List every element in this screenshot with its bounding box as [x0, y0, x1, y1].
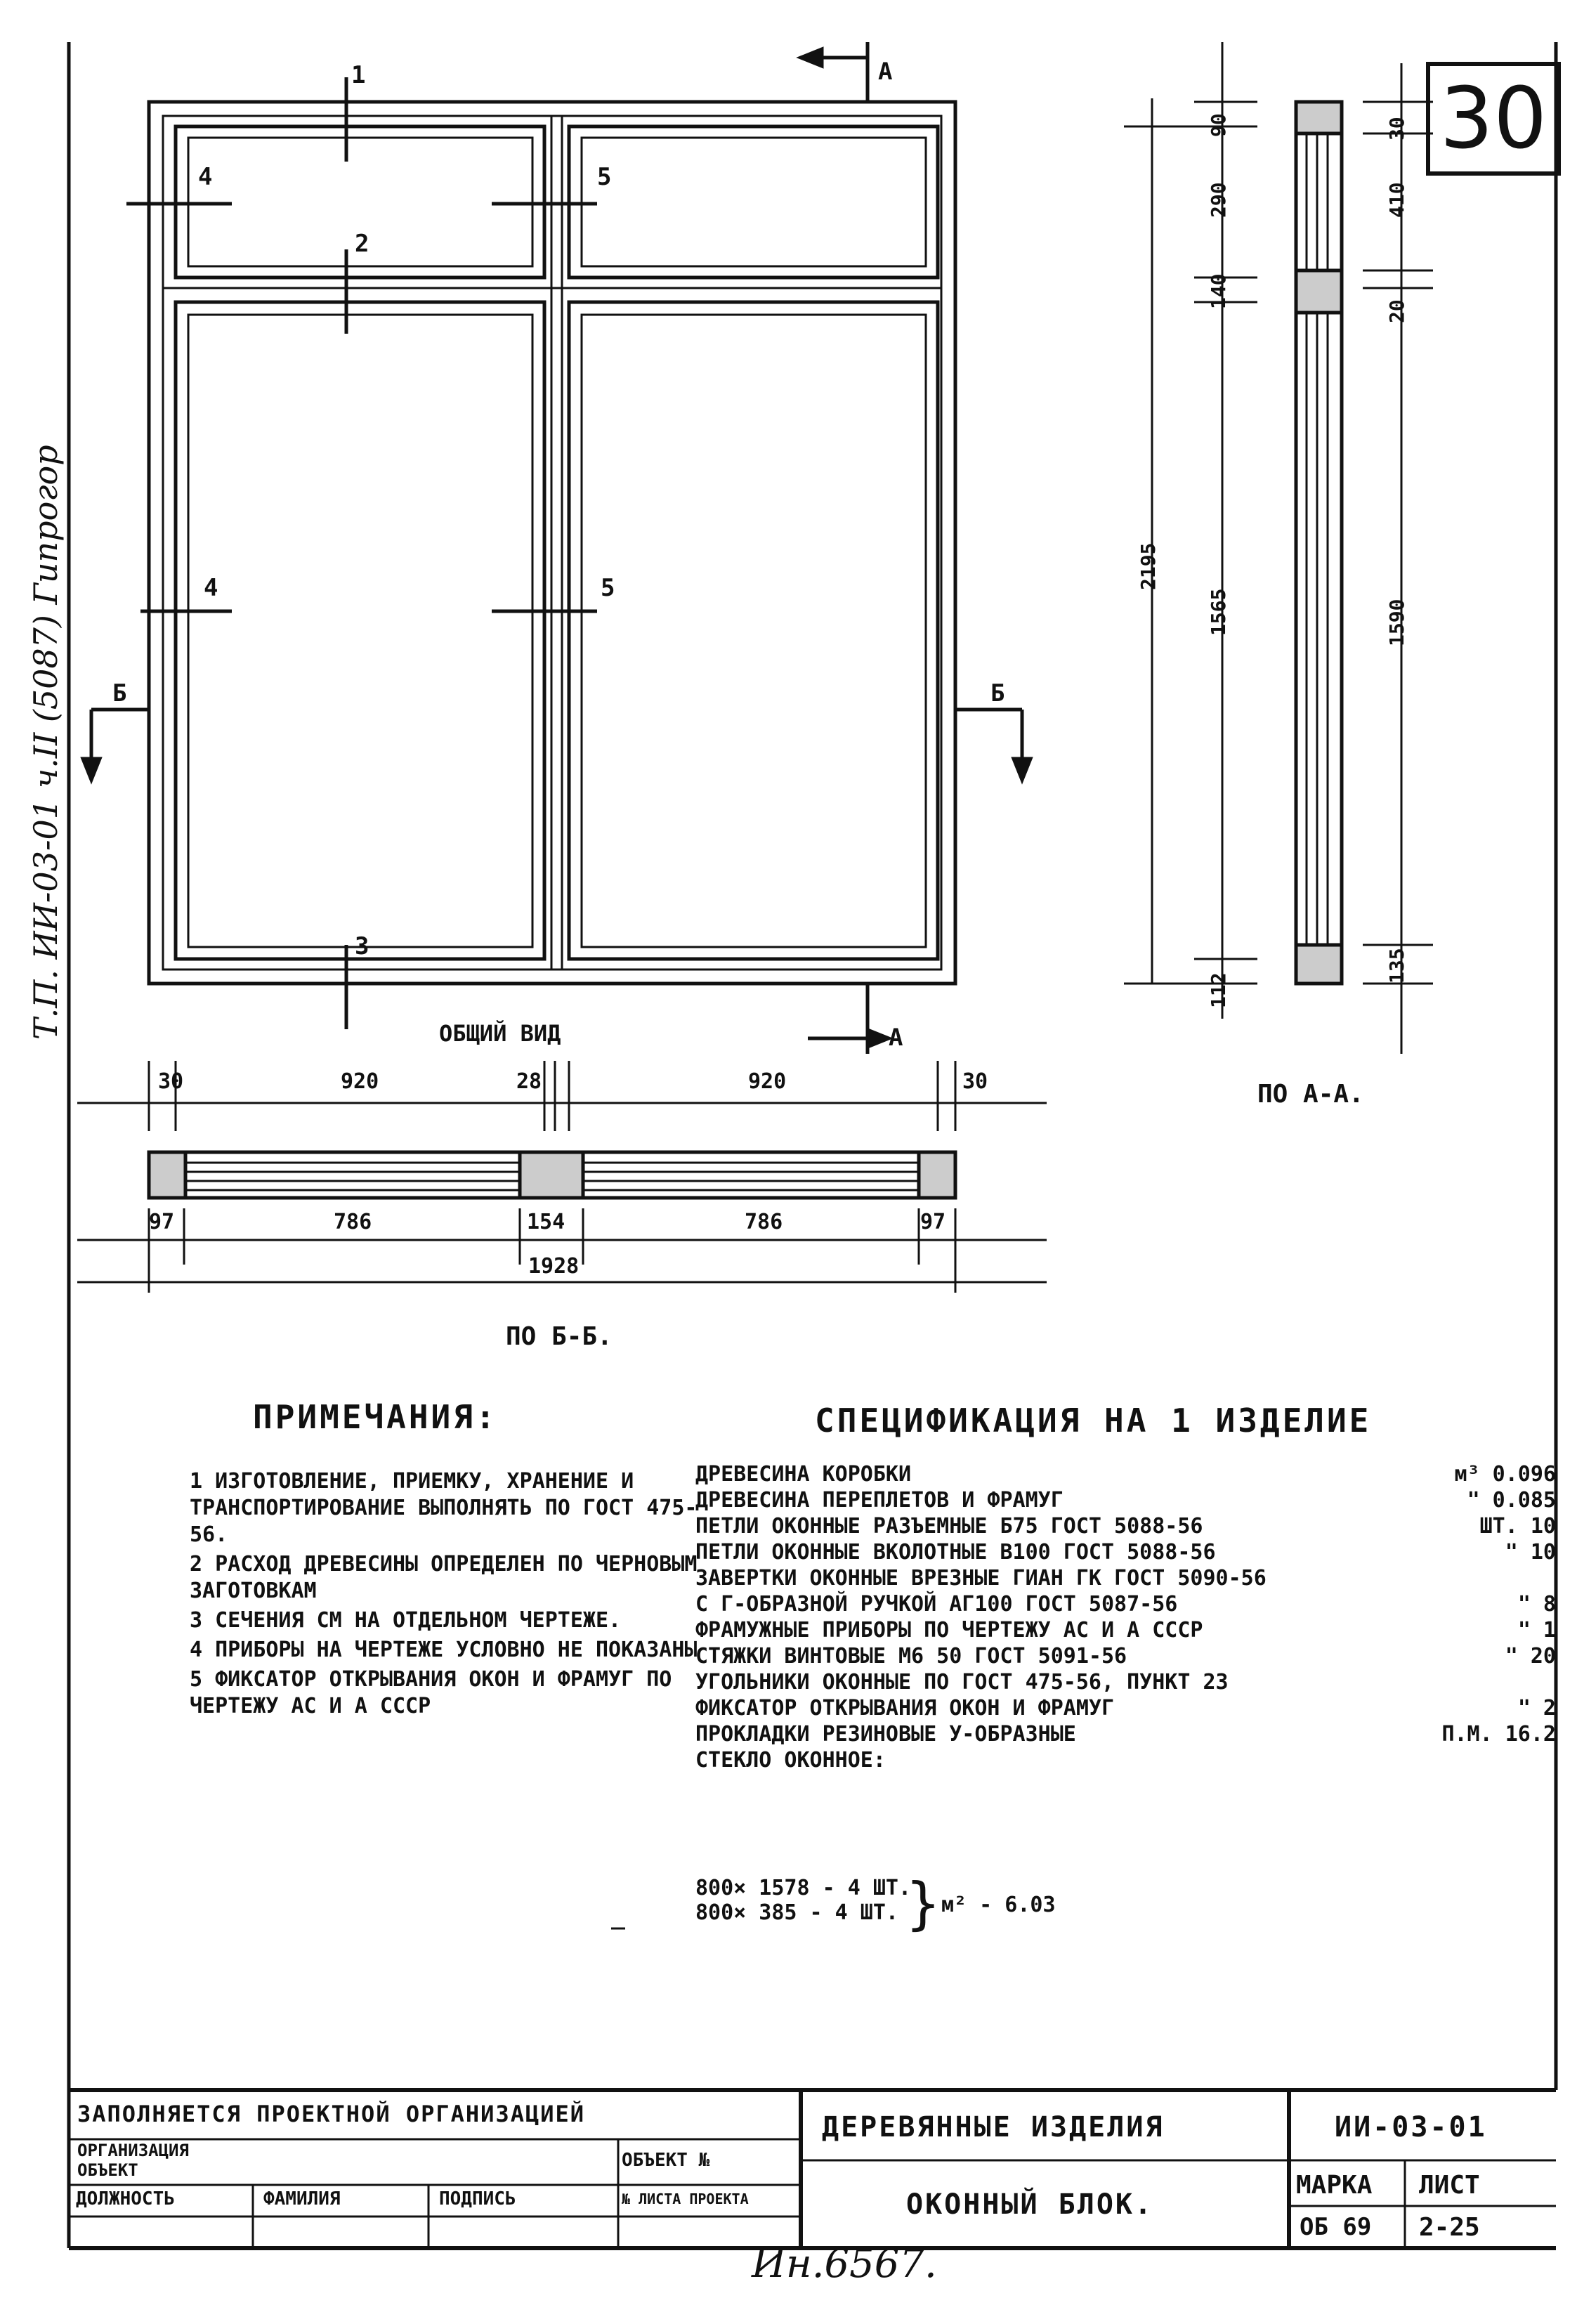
dim-v-right: 30: [1385, 117, 1408, 141]
dim-h-bottom: 97: [920, 1210, 946, 1234]
dim-v-right: 135: [1385, 948, 1408, 984]
cut-mark-b-left: Б: [112, 679, 127, 707]
spec-name: ПЕТЛИ ОКОННЫЕ ВКОЛОТНЫЕ В100 ГОСТ 5088-56: [695, 1540, 1216, 1565]
spec-row: [695, 1643, 1556, 1669]
glass-list: [695, 1871, 1056, 1936]
spec-name: С Г-ОБРАЗНОЙ РУЧКОЙ АГ100 ГОСТ 5087-56: [695, 1592, 1178, 1617]
dim-v-left: 1565: [1207, 588, 1230, 636]
section-mark-3: 3: [355, 932, 369, 960]
tb-sheet-value: 2-25: [1419, 2213, 1480, 2242]
section-mark-5-bottom: 5: [601, 574, 615, 602]
spec-name: ПЕТЛИ ОКОННЫЕ РАЗЪЕМНЫЕ Б75 ГОСТ 5088-56: [695, 1514, 1203, 1539]
spec-qty: " 1: [1517, 1618, 1556, 1643]
dim-total-width: 1928: [528, 1254, 580, 1279]
note-item: 2 РАСХОД ДРЕВЕСИНЫ ОПРЕДЕЛЕН ПО ЧЕРНОВЫМ ЗАГОТОВКАМ: [190, 1552, 698, 1603]
spec-qty: П.М. 16.2: [1441, 1722, 1556, 1747]
dim-h-top: 30: [962, 1069, 988, 1094]
dim-total-height: 2195: [1137, 542, 1160, 590]
spec-row: [695, 1669, 1556, 1695]
dim-v-left: 290: [1207, 182, 1230, 218]
spec-row: [695, 1539, 1556, 1565]
note-item: 1 ИЗГОТОВЛЕНИЕ, ПРИЕМКУ, ХРАНЕНИЕ И ТРАНСПОРТИРОВАНИЕ ВЫПОЛНЯТЬ ПО ГОСТ 475-56.: [190, 1469, 698, 1547]
section-mark-2: 2: [355, 230, 369, 258]
dim-h-bottom: 786: [334, 1210, 372, 1234]
spec-qty: м³ 0.096: [1454, 1462, 1556, 1487]
sheet-number: 30: [1426, 62, 1561, 176]
glass-item: 800× 385 - 4 ШТ.: [695, 1900, 898, 1925]
spec-row: [695, 1461, 1556, 1487]
section-mark-4-top: 4: [198, 163, 213, 191]
spec-row: [695, 1591, 1556, 1617]
spec-name: ДРЕВЕСИНА КОРОБКИ: [695, 1462, 912, 1487]
spec-row: [695, 1513, 1556, 1539]
spec-row: [695, 1747, 1556, 1773]
section-mark-4-bottom: 4: [204, 574, 218, 602]
spec-qty: " 10: [1505, 1540, 1556, 1565]
tb-series: ИИ-03-01: [1335, 2111, 1487, 2143]
tb-category: ДЕРЕВЯННЫЕ ИЗДЕЛИЯ: [822, 2111, 1165, 2143]
spec-row: [695, 1695, 1556, 1721]
spec-row: [695, 1565, 1556, 1591]
tb-organization: ОРГАНИЗАЦИЯ: [77, 2141, 189, 2160]
spec-qty: " 0.085: [1467, 1488, 1556, 1513]
tb-product: ОКОННЫЙ БЛОК.: [906, 2188, 1154, 2221]
note-item: 3 СЕЧЕНИЯ СМ НА ОТДЕЛЬНОМ ЧЕРТЕЖЕ.: [190, 1608, 622, 1633]
brace-icon: }: [906, 1871, 941, 1936]
dim-v-right: 1590: [1385, 599, 1408, 646]
spec-name: УГОЛЬНИКИ ОКОННЫЕ ПО ГОСТ 475-56, ПУНКТ 23: [695, 1670, 1229, 1695]
dim-v-left: 112: [1207, 972, 1230, 1008]
tb-object-no: ОБЪЕКТ №: [622, 2150, 710, 2171]
spec-title: СПЕЦИФИКАЦИЯ НА 1 ИЗДЕЛИЕ: [815, 1402, 1372, 1440]
dim-v-right: 20: [1385, 299, 1408, 323]
cut-mark-a-bottom: А: [889, 1024, 903, 1052]
tb-mark-value: ОБ 69: [1300, 2213, 1372, 2241]
section-mark-5-top: 5: [597, 163, 612, 191]
notes-title: ПРИМЕЧАНИЯ:: [253, 1398, 498, 1436]
notes-list: [190, 1468, 724, 1723]
dim-h-top: 30: [158, 1069, 184, 1094]
inventory-note: Ин.6567.: [752, 2241, 937, 2287]
dim-h-bottom: 154: [527, 1210, 565, 1234]
spec-name: ФИКСАТОР ОТКРЫВАНИЯ ОКОН И ФРАМУГ: [695, 1696, 1115, 1721]
tb-filled-by: ЗАПОЛНЯЕТСЯ ПРОЕКТНОЙ ОРГАНИЗАЦИЕЙ: [77, 2101, 586, 2127]
spec-name: ДРЕВЕСИНА ПЕРЕПЛЕТОВ И ФРАМУГ: [695, 1488, 1064, 1513]
tb-sheet-of-project: № ЛИСТА ПРОЕКТА: [622, 2191, 749, 2207]
tb-mark-label: МАРКА: [1296, 2171, 1373, 2200]
spec-name: СТЯЖКИ ВИНТОВЫЕ М6 50 ГОСТ 5091-56: [695, 1644, 1127, 1669]
spec-table: [695, 1461, 1556, 1773]
section-bb-title: ПО Б-Б.: [506, 1322, 613, 1351]
dim-h-top: 920: [748, 1069, 787, 1094]
tb-sheet-label: ЛИСТ: [1419, 2171, 1480, 2200]
dim-v-right: 410: [1385, 182, 1408, 218]
tb-signature: ПОДПИСЬ: [439, 2188, 516, 2209]
dim-v-left: 90: [1207, 113, 1230, 137]
dim-h-top: 28: [516, 1069, 542, 1094]
spec-qty: [1465, 1669, 1556, 1695]
spec-row: [695, 1721, 1556, 1747]
tb-object: ОБЪЕКТ: [77, 2160, 138, 2180]
spec-row: [695, 1617, 1556, 1643]
spec-row: [695, 1487, 1556, 1513]
spec-qty: [1465, 1747, 1556, 1773]
spec-qty: " 2: [1517, 1696, 1556, 1721]
cut-mark-a-top: А: [878, 58, 893, 86]
dim-h-top: 920: [341, 1069, 379, 1094]
general-view-title: ОБЩИЙ ВИД: [439, 1020, 561, 1047]
margin-note: Т.П. ИИ-03-01 ч.II (5087) Гипрогор: [27, 445, 65, 1040]
spec-name: ЗАВЕРТКИ ОКОННЫЕ ВРЕЗНЫЕ ГИАН ГК ГОСТ 5090-56: [695, 1566, 1267, 1591]
spec-qty: " 8: [1517, 1592, 1556, 1617]
note-item: 4 ПРИБОРЫ НА ЧЕРТЕЖЕ УСЛОВНО НЕ ПОКАЗАНЫ: [190, 1638, 698, 1662]
spec-qty: [1465, 1565, 1556, 1591]
dim-h-bottom: 97: [149, 1210, 175, 1234]
spec-name: ФРАМУЖНЫЕ ПРИБОРЫ ПО ЧЕРТЕЖУ АС И А СССР: [695, 1618, 1203, 1643]
tb-surname: ФАМИЛИЯ: [263, 2188, 341, 2209]
spec-qty: " 20: [1505, 1644, 1556, 1669]
dim-v-left: 140: [1207, 273, 1230, 309]
section-mark-1: 1: [351, 61, 366, 89]
dim-h-bottom: 786: [745, 1210, 783, 1234]
cut-mark-b-right: Б: [990, 679, 1005, 707]
note-item: 5 ФИКСАТОР ОТКРЫВАНИЯ ОКОН И ФРАМУГ ПО ЧЕРТЕЖУ АС И А СССР: [190, 1667, 672, 1718]
glass-area: м² - 6.03: [941, 1893, 1056, 1917]
glass-item: 800× 1578 - 4 ШТ.: [695, 1876, 912, 1900]
tb-position: ДОЛЖНОСТЬ: [76, 2188, 175, 2209]
spec-qty: ШТ. 10: [1479, 1514, 1556, 1539]
spec-name: СТЕКЛО ОКОННОЕ:: [695, 1748, 886, 1773]
section-aa-title: ПО А-А.: [1257, 1080, 1364, 1109]
spec-name: ПРОКЛАДКИ РЕЗИНОВЫЕ У-ОБРАЗНЫЕ: [695, 1722, 1076, 1747]
